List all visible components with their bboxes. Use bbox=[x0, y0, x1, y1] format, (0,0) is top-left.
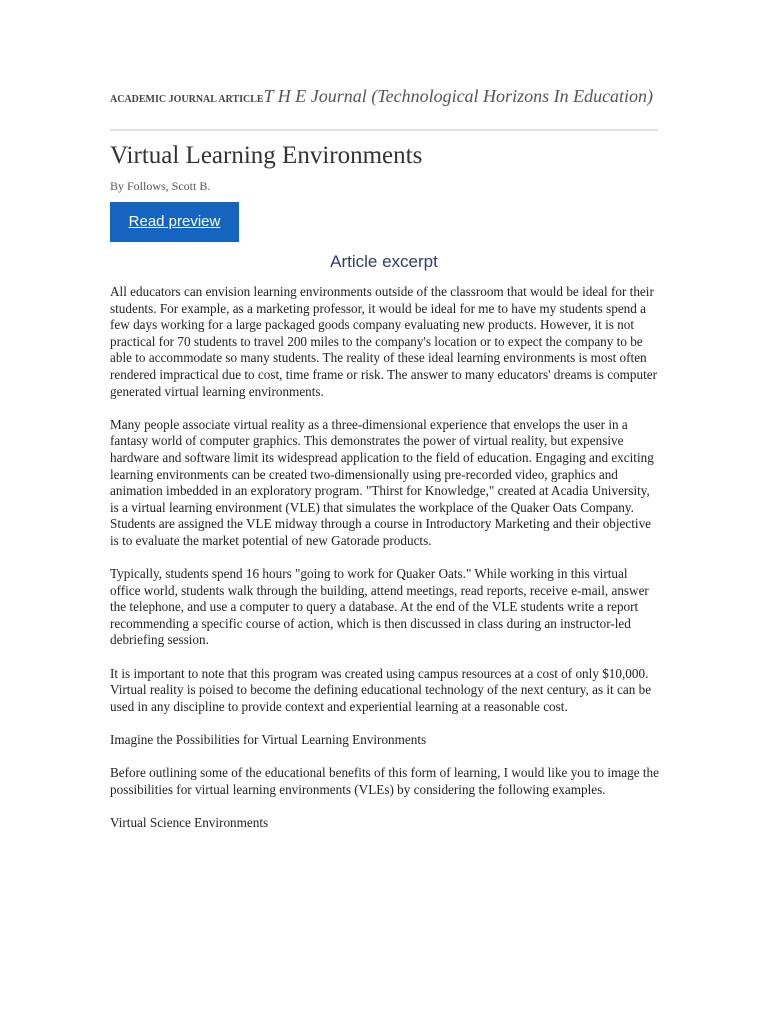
article-body bbox=[110, 284, 660, 848]
section-subheading: Virtual Science Environments bbox=[110, 815, 269, 830]
journal-header bbox=[110, 86, 658, 110]
article-type-label: ACADEMIC JOURNAL ARTICLE bbox=[110, 94, 264, 105]
excerpt-heading: Article excerpt bbox=[330, 252, 438, 271]
body-paragraph: All educators can envision learning environments outside of the classroom that would be ideal for their students. For example, as a marketing professor, it would be ideal for me to have my students spend a few days working for a large packaged goods company evaluating new products. However, it is not practical for 70 students to travel 200 miles to the company's location or to expect the company to be able to accommodate so many students. The reality of these ideal learning environments is most often rendered impractical due to cost, time frame or risk. The answer to many educators' dreams is computer generated virtual learning environments. bbox=[110, 284, 658, 399]
journal-name-link[interactable]: T H E Journal (Technological Horizons In Education) bbox=[263, 86, 654, 106]
section-subheading: Imagine the Possibilities for Virtual Learning Environments bbox=[110, 732, 427, 748]
header-divider bbox=[110, 129, 658, 131]
article-byline: By Follows, Scott B. bbox=[110, 179, 211, 193]
body-paragraph: Before outlining some of the educational benefits of this form of learning, I would like you to image the possibilities for virtual learning environments (VLEs) by considering the following examples. bbox=[110, 765, 659, 797]
body-paragraph: Typically, students spend 16 hours "going to work for Quaker Oats." While working in this virtual office world, students walk through the building, attend meetings, read reports, receive e-mail, answer the telephone, and use a computer to query a database. At the end of the VLE students write a report recommending a specific course of action, which is then discussed in class during an instructor-led debriefing session. bbox=[110, 566, 649, 648]
article-title: Virtual Learning Environments bbox=[110, 142, 423, 169]
body-paragraph: It is important to note that this program was created using campus resources at a cost of only $10,000. Virtual reality is poised to become the defining educational technology of the next century, as it can be used in any discipline to provide context and experiential learning at a reasonable cost. bbox=[110, 665, 652, 714]
body-paragraph: Many people associate virtual reality as a three-dimensional experience that envelops the user in a fantasy world of computer graphics. This demonstrates the power of virtual reality, but expensive hardware and software limit its widespread application to the field of education. Engaging and exciting learning environments can be created two-dimensionally using pre-recorded video, graphics and animation imbedded in an exploratory program. "Thirst for Knowledge," created at Acadia University, is a virtual learning environment (VLE) that simulates the workplace of the Quaker Oats Company. Students are assigned the VLE midway through a course in Introductory Marketing and their objective is to evaluate the market potential of new Gatorade products. bbox=[110, 416, 654, 548]
read-preview-button[interactable]: Read preview bbox=[110, 202, 239, 242]
